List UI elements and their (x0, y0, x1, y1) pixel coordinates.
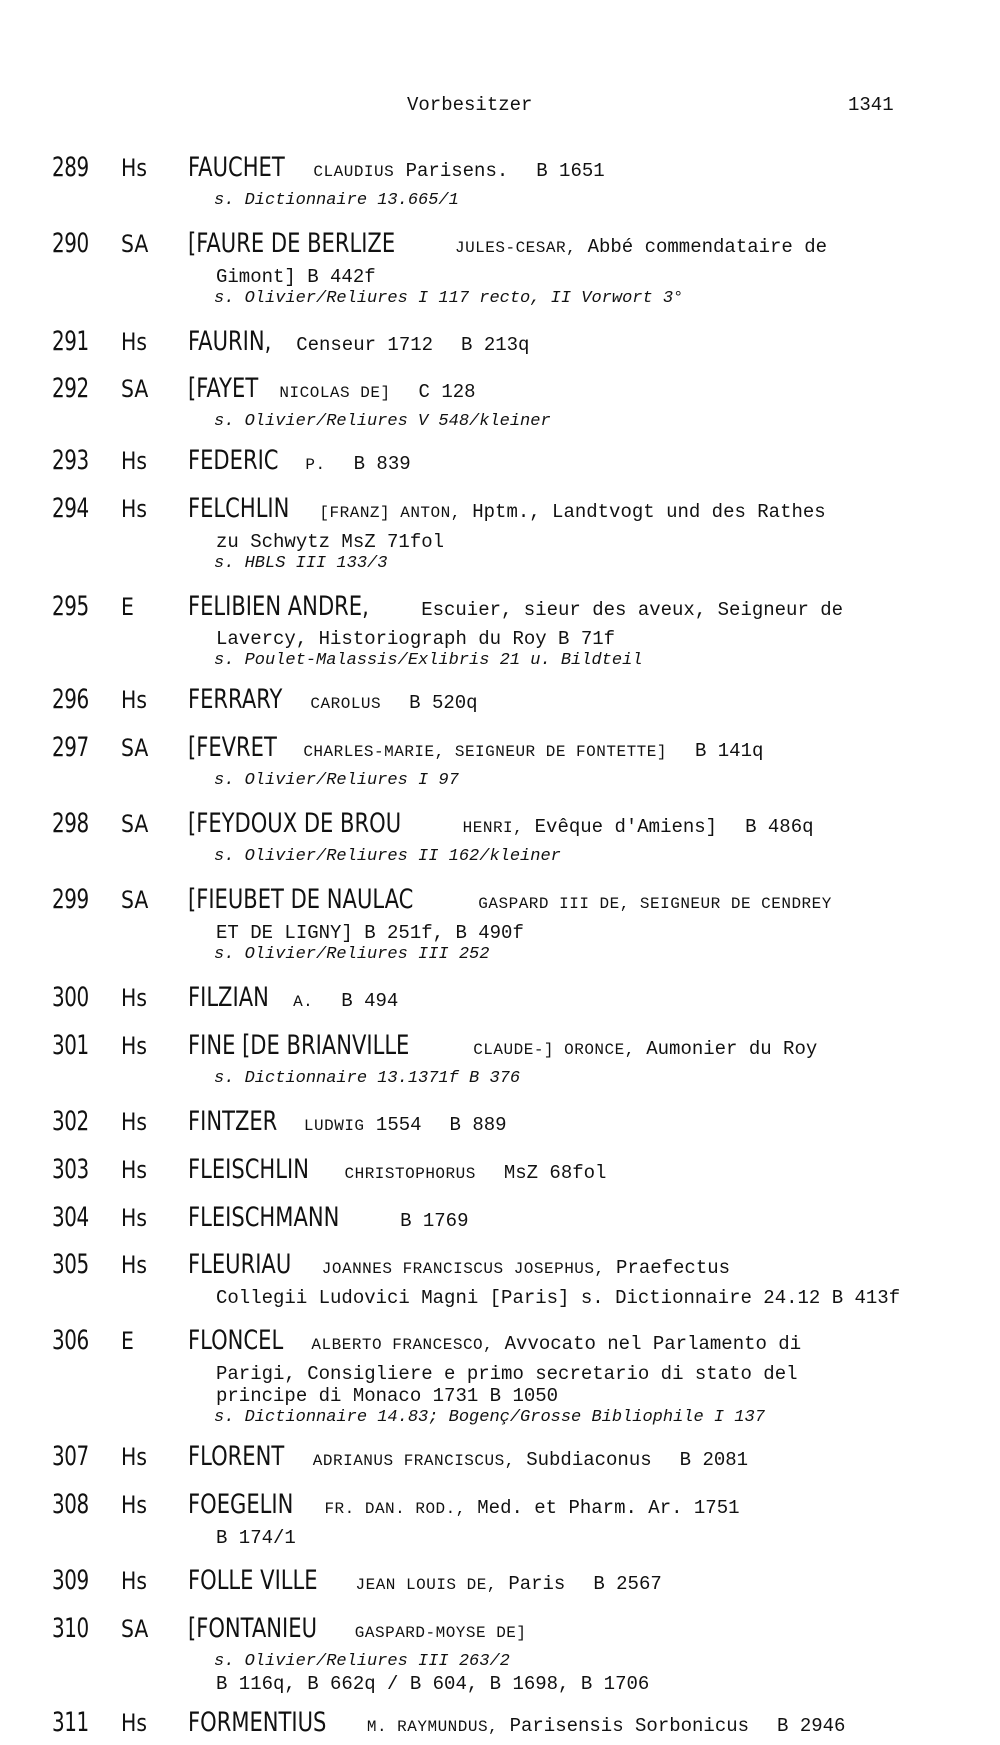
entry-row (0, 589, 1000, 672)
entry-type: SA (121, 886, 149, 914)
entry-heading-line (188, 1439, 938, 1479)
page-number: 1341 (848, 94, 894, 116)
entry-type: Hs (121, 1032, 147, 1060)
owner-forename: CLAUDE-] ORONCE, (473, 1041, 635, 1059)
owner-forename: ADRIANUS FRANCISCUS, (312, 1452, 515, 1470)
literature-reference: s. Olivier/Reliures I 97 (214, 771, 459, 790)
entry-number: 293 (52, 445, 89, 476)
owner-forename: [FRANZ] ANTON, (319, 504, 461, 522)
entry-body (188, 150, 938, 212)
entry-number: 308 (52, 1489, 89, 1520)
literature-reference: s. Olivier/Reliures V 548/kleiner (214, 412, 551, 431)
owner-name: [FIEUBET DE NAULAC (188, 884, 414, 915)
owner-forename: LUDWIG (303, 1117, 365, 1135)
entry-number: 310 (52, 1613, 89, 1644)
shelf-mark: B 2946 (777, 1715, 846, 1737)
entry-body (188, 1104, 938, 1144)
owner-forename: A. (293, 993, 314, 1011)
entry-type: Hs (121, 154, 147, 182)
entry-row (0, 882, 1000, 966)
owner-description: Praefectus (616, 1257, 731, 1279)
shelf-mark: B 1769 (400, 1210, 469, 1232)
entry-body (188, 1323, 938, 1429)
entry-heading-line (188, 371, 938, 411)
owner-description: Aumonier du Roy (646, 1038, 818, 1060)
shelf-mark: B 2567 (593, 1573, 662, 1595)
entry-number: 297 (52, 732, 89, 763)
entry-heading-line (188, 589, 938, 628)
entry-type: E (121, 593, 134, 621)
literature-reference: s. Olivier/Reliures III 252 (214, 945, 490, 964)
owner-forename: CHARLES-MARIE, SEIGNEUR DE FONTETTE] (303, 743, 667, 761)
entry-number: 291 (52, 326, 89, 357)
entry-number: 289 (52, 152, 89, 183)
entry-type: Hs (121, 984, 147, 1012)
entry-row (0, 1611, 1000, 1695)
owner-forename: ALBERTO FRANCESCO, (311, 1336, 494, 1354)
entry-body (188, 1563, 938, 1603)
entry-body (188, 1439, 938, 1479)
owner-description: Med. et Pharm. Ar. 1751 (477, 1497, 740, 1519)
entry-body (188, 806, 938, 868)
entry-row (0, 1247, 1000, 1309)
entry-row (0, 730, 1000, 792)
entry-body (188, 882, 938, 966)
literature-reference: s. Poulet-Malassis/Exlibris 21 u. Bildteil (214, 651, 643, 670)
entry-number: 311 (52, 1707, 89, 1738)
owner-name: [FAYET (188, 373, 259, 404)
entry-body (188, 1487, 938, 1549)
shelf-mark: B 213q (461, 334, 530, 356)
entry-type: Hs (121, 1491, 147, 1519)
entry-heading-line (188, 1323, 938, 1363)
entry-number: 298 (52, 808, 89, 839)
literature-reference: s. Dictionnaire 13.1371f B 376 (214, 1069, 521, 1088)
entry-type: Hs (121, 1108, 147, 1136)
entry-heading-line (188, 1563, 938, 1603)
entry-body (188, 1152, 938, 1192)
entry-row (0, 226, 1000, 310)
entry-body (188, 324, 938, 363)
entry-body (188, 682, 938, 722)
owner-description: Avvocato nel Parlamento di (504, 1333, 802, 1355)
owner-description: Parisensis Sorbonicus (509, 1715, 750, 1737)
shelf-mark: B 494 (341, 990, 399, 1012)
entry-row (0, 806, 1000, 868)
entry-heading-line (188, 1247, 938, 1287)
entry-type: SA (121, 1615, 149, 1643)
entry-type: Hs (121, 1443, 147, 1471)
entry-body (188, 371, 938, 433)
entry-number: 302 (52, 1106, 89, 1137)
entry-body (188, 443, 938, 483)
entry-row (0, 1439, 1000, 1479)
literature-reference: s. HBLS III 133/3 (214, 554, 388, 573)
owner-forename: JEAN LOUIS DE, (355, 1576, 497, 1594)
entry-continuation: zu Schwytz MsZ 71fol (216, 531, 445, 553)
entry-row (0, 1152, 1000, 1192)
entry-row (0, 443, 1000, 483)
literature-reference: s. Olivier/Reliures I 117 recto, II Vorwort 3° (214, 289, 684, 308)
entry-type: Hs (121, 1251, 147, 1279)
owner-name: [FEVRET (188, 732, 277, 763)
owner-forename: GASPARD III DE, SEIGNEUR DE CENDREY (478, 895, 832, 913)
entry-number: 294 (52, 493, 89, 524)
owner-forename: FR. DAN. ROD., (324, 1500, 466, 1518)
entry-continuation: B 174/1 (216, 1527, 296, 1549)
owner-name: FERRARY (188, 684, 283, 715)
entry-body (188, 226, 938, 310)
owner-description: Parisens. (405, 160, 509, 182)
entry-row (0, 371, 1000, 433)
entry-number: 309 (52, 1565, 89, 1596)
entry-number: 305 (52, 1249, 89, 1280)
owner-name: FAUCHET (188, 152, 285, 183)
entry-number: 296 (52, 684, 89, 715)
owner-name: FLEURIAU (188, 1249, 292, 1280)
literature-reference: s. Dictionnaire 13.665/1 (214, 191, 459, 210)
owner-forename: JOANNES FRANCISCUS JOSEPHUS, (321, 1260, 605, 1278)
owner-forename: CHRISTOPHORUS (344, 1165, 476, 1183)
entry-type: SA (121, 810, 149, 838)
shelf-mark: B 839 (353, 453, 411, 475)
entry-continuation: Gimont] B 442f (216, 266, 376, 288)
owner-name: FELCHLIN (188, 493, 290, 524)
entry-body (188, 1611, 938, 1695)
entry-continuation: Parigi, Consigliere e primo secretario di stato del (216, 1363, 798, 1385)
entry-heading-line (188, 1705, 938, 1745)
owner-forename: M. RAYMUNDUS, (366, 1718, 499, 1736)
entry-heading-line (188, 730, 938, 770)
entry-heading-line (188, 1028, 938, 1068)
entry-heading-line (188, 150, 938, 190)
entry-heading-line (188, 1200, 938, 1239)
owner-forename: CAROLUS (310, 695, 382, 713)
entry-continuation: Collegii Ludovici Magni [Paris] s. Dictionnaire 24.12 B 413f (216, 1287, 901, 1309)
entry-body (188, 1247, 938, 1309)
entry-type: Hs (121, 328, 147, 356)
entry-type: Hs (121, 1204, 147, 1232)
literature-reference: s. Dictionnaire 14.83; Bogenç/Grosse Bibliophile I 137 (214, 1408, 765, 1427)
entry-type: SA (121, 734, 149, 762)
owner-name: FLONCEL (188, 1325, 284, 1356)
entry-heading-line (188, 443, 938, 483)
entry-row (0, 1487, 1000, 1549)
entry-body (188, 589, 938, 672)
entry-number: 303 (52, 1154, 89, 1185)
entry-type: Hs (121, 686, 147, 714)
shelf-mark: B 520q (409, 692, 478, 714)
literature-reference: s. Olivier/Reliures III 263/2 (214, 1652, 510, 1671)
owner-forename: JULES-CESAR, (454, 239, 577, 257)
entry-heading-line (188, 324, 938, 363)
entry-number: 290 (52, 228, 89, 259)
entry-number: 299 (52, 884, 89, 915)
owner-name: FINE [DE BRIANVILLE (188, 1030, 410, 1061)
owner-name: [FONTANIEU (188, 1613, 317, 1644)
entry-continuation: ET DE LIGNY] B 251f, B 490f (216, 922, 524, 944)
entry-heading-line (188, 682, 938, 722)
entry-type: Hs (121, 1567, 147, 1595)
entry-type: Hs (121, 1156, 147, 1184)
entry-continuation: principe di Monaco 1731 B 1050 (216, 1385, 559, 1407)
owner-forename: GASPARD-MOYSE DE] (354, 1624, 527, 1642)
entry-row (0, 150, 1000, 212)
entry-number: 306 (52, 1325, 89, 1356)
entry-continuation: Lavercy, Historiograph du Roy B 71f (216, 628, 616, 650)
owner-forename: P. (305, 456, 326, 474)
entry-row (0, 1563, 1000, 1603)
owner-forename: HENRI, (462, 819, 524, 837)
entry-heading-line (188, 1487, 938, 1527)
owner-description: Hptm., Landtvogt und des Rathes (472, 501, 826, 523)
shelf-mark: C 128 (418, 381, 476, 403)
entry-heading-line (188, 1611, 938, 1651)
entry-row (0, 324, 1000, 363)
entry-number: 307 (52, 1441, 89, 1472)
entry-heading-line (188, 491, 938, 531)
entry-row (0, 1028, 1000, 1090)
entry-body (188, 980, 938, 1020)
owner-description: Evêque d'Amiens] (534, 816, 718, 838)
entry-type: Hs (121, 1709, 147, 1737)
entry-number: 301 (52, 1030, 89, 1061)
owner-forename: CLAUDIUS (313, 163, 395, 181)
entry-list (0, 150, 1000, 1745)
owner-name: FOLLE VILLE (188, 1565, 318, 1596)
shelf-mark: B 141q (694, 740, 764, 762)
owner-description: Abbé commendataire de (587, 236, 828, 258)
owner-name: FILZIAN (188, 982, 269, 1013)
entry-body (188, 1705, 938, 1745)
running-title: Vorbesitzer (407, 94, 533, 116)
shelf-mark: B 486q (745, 816, 814, 838)
entry-row (0, 491, 1000, 575)
owner-description: Censeur 1712 (296, 334, 434, 356)
entry-row (0, 1705, 1000, 1745)
shelf-mark: B 889 (449, 1114, 507, 1136)
entry-number: 300 (52, 982, 89, 1013)
entry-type: SA (121, 375, 149, 403)
owner-name: FLORENT (188, 1441, 285, 1472)
owner-name: FLEISCHLIN (188, 1154, 309, 1185)
page-header (0, 94, 1000, 120)
owner-forename: NICOLAS DE] (279, 384, 391, 402)
owner-name: FEDERIC (188, 445, 279, 476)
entry-row (0, 1323, 1000, 1429)
entry-body (188, 1028, 938, 1090)
entry-heading-line (188, 806, 938, 846)
entry-type: SA (121, 230, 149, 258)
entry-heading-line (188, 882, 938, 922)
owner-description: Subdiaconus (526, 1449, 652, 1471)
entry-heading-line (188, 980, 938, 1020)
entry-number: 295 (52, 591, 89, 622)
entry-row (0, 682, 1000, 722)
owner-name: FOEGELIN (188, 1489, 294, 1520)
entry-continuation: B 116q, B 662q / B 604, B 1698, B 1706 (216, 1673, 650, 1695)
owner-description: Escuier, sieur des aveux, Seigneur de (421, 599, 844, 621)
owner-name: [FAURE DE BERLIZE (188, 228, 396, 259)
owner-description: Paris (508, 1573, 566, 1595)
literature-reference: s. Olivier/Reliures II 162/kleiner (214, 847, 561, 866)
entry-heading-line (188, 1104, 938, 1144)
entry-row (0, 1104, 1000, 1144)
entry-type: E (121, 1327, 134, 1355)
entry-body (188, 491, 938, 575)
entry-number: 292 (52, 373, 89, 404)
owner-name: [FEYDOUX DE BROU (188, 808, 402, 839)
entry-number: 304 (52, 1202, 89, 1233)
owner-name: FAURIN, (188, 326, 272, 357)
owner-name: FELIBIEN ANDRE, (188, 591, 369, 622)
owner-name: FORMENTIUS (188, 1707, 327, 1738)
owner-name: FLEISCHMANN (188, 1202, 340, 1233)
entry-type: Hs (121, 447, 147, 475)
shelf-mark: B 1651 (536, 160, 605, 182)
entry-row (0, 1200, 1000, 1239)
entry-body (188, 1200, 938, 1239)
entry-type: Hs (121, 495, 147, 523)
entry-body (188, 730, 938, 792)
entry-row (0, 980, 1000, 1020)
shelf-mark: MsZ 68fol (503, 1162, 607, 1184)
shelf-mark: B 2081 (679, 1449, 749, 1471)
entry-heading-line (188, 226, 938, 266)
entry-heading-line (188, 1152, 938, 1192)
owner-name: FINTZER (188, 1106, 278, 1137)
owner-description: 1554 (375, 1114, 422, 1136)
